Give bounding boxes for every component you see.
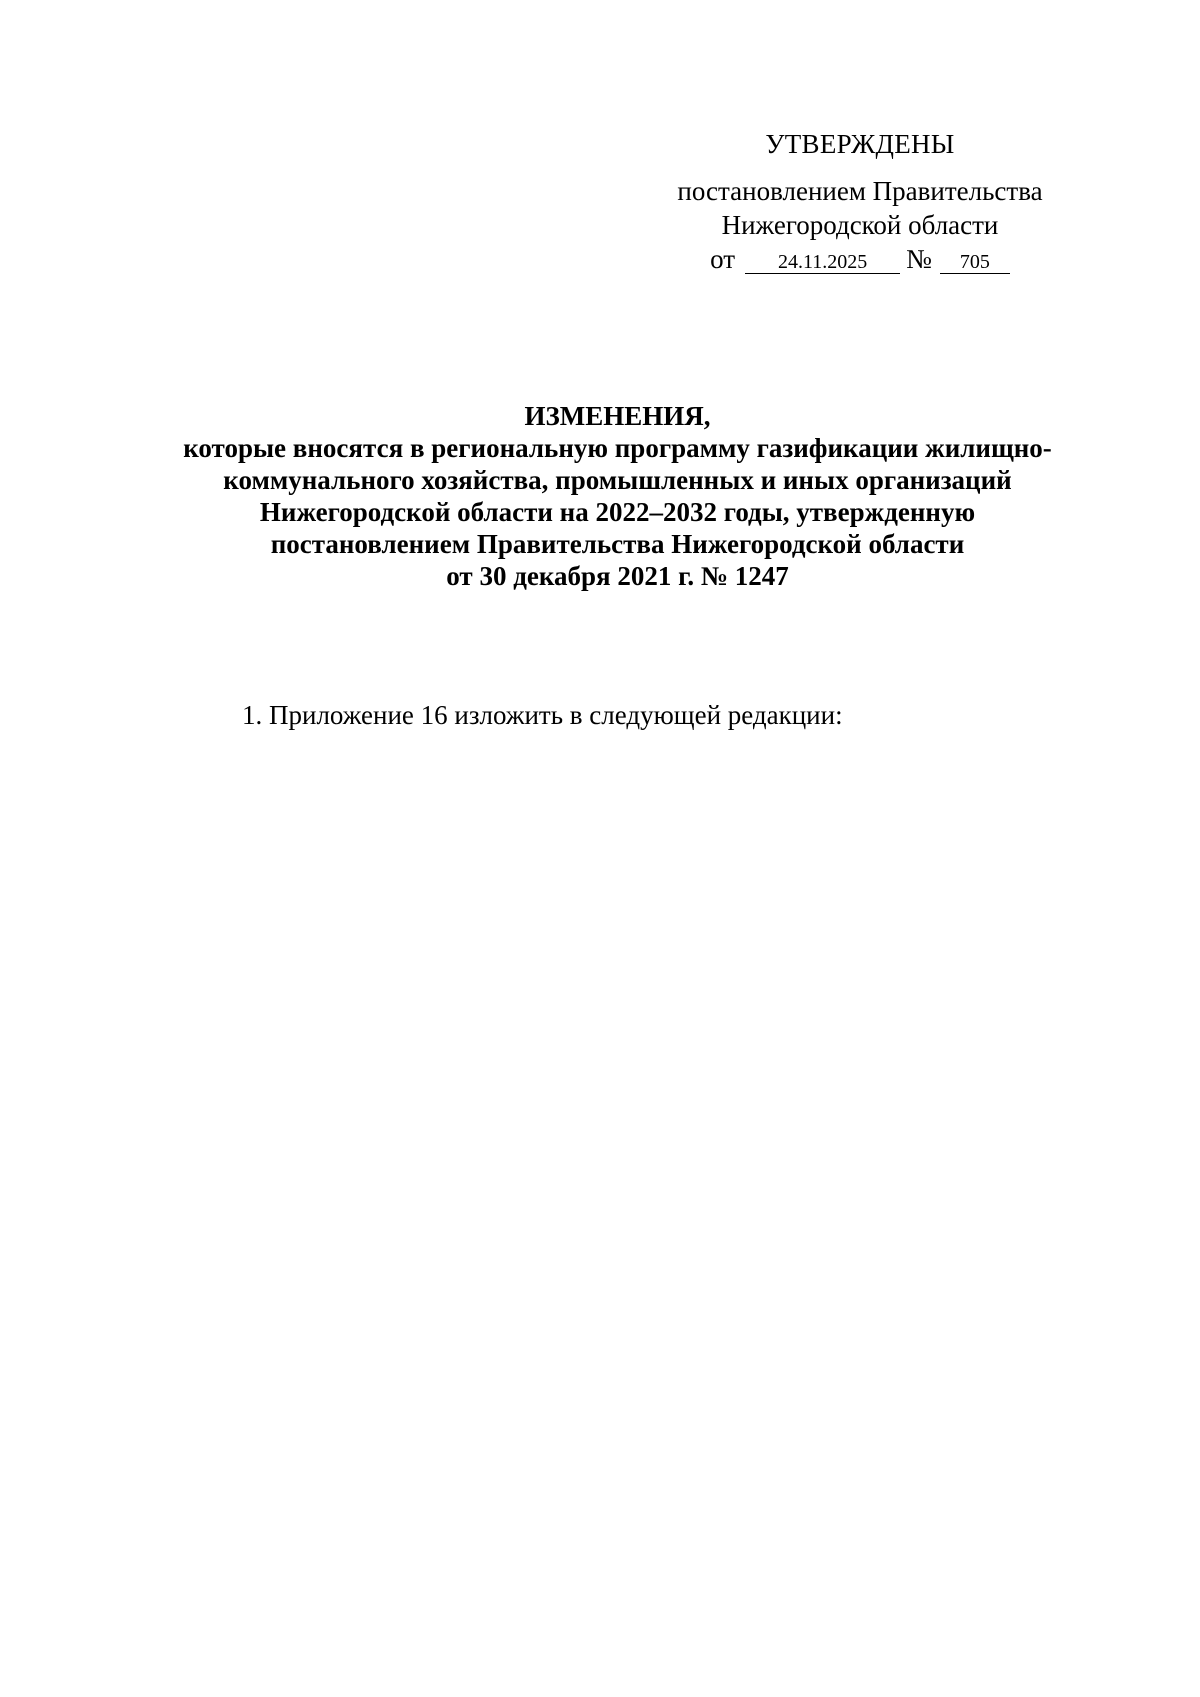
title-line-2: которые вносятся в региональную программу газификации жилищно- <box>183 433 1052 463</box>
title-line-3: коммунального хозяйства, промышленных и иных организаций <box>223 465 1012 495</box>
approval-date-number-line <box>660 242 1060 276</box>
approval-authority-line: постановлением Правительства <box>677 176 1043 206</box>
title-line-6: от 30 декабря 2021 г. № 1247 <box>446 561 789 591</box>
body-paragraph-1: 1. Приложение 16 изложить в следующей редакции: <box>242 700 843 730</box>
title-line-1: ИЗМЕНЕНИЯ, <box>524 401 711 431</box>
approval-region-line: Нижегородской области <box>721 210 999 240</box>
approval-number: 705 <box>940 251 1010 274</box>
date-prefix: от <box>710 244 736 274</box>
approval-heading: УТВЕРЖДЕНЫ <box>765 129 955 159</box>
title-line-4: Нижегородской области на 2022–2032 годы, утвержденную <box>259 497 976 527</box>
approval-date: 24.11.2025 <box>745 251 900 274</box>
document-title <box>150 400 1085 592</box>
title-line-5: постановлением Правительства Нижегородской области <box>270 529 965 559</box>
approval-stamp <box>660 128 1060 276</box>
number-prefix: № <box>906 244 932 274</box>
